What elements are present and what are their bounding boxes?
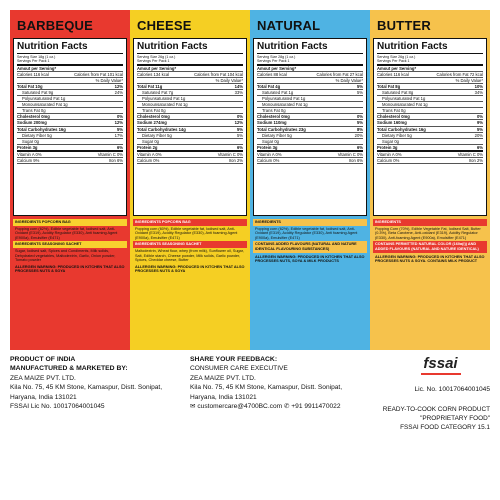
nutrient-row: Total Fat 11g 14% [137,83,243,89]
nutrient-row: Total Carbohydrates 23g 8% [257,126,363,132]
dv-header: % Daily Value* [17,78,123,84]
manufacturer-info [10,355,190,411]
nutrient-row: Dietary Fiber 5g 17% [17,133,123,139]
seasoning-heading: INGREDIENTS SEASONING SACHET [13,241,127,248]
nutrient-row: Polyunsaturated Fat 1g [377,96,483,102]
nutrient-row: Protein 2g 6% [137,145,243,152]
amount-label: Amout per Serving* [137,66,243,72]
fssai-logo [418,355,463,385]
nutrient-row: Total Carbohydrates 16g 5% [377,126,483,132]
nutrient-row: Polyunsaturated Fat 1g [17,96,123,102]
facts-title: Nutrition Facts [137,41,243,54]
facts-title: Nutrition Facts [257,41,363,54]
nutrient-row: Total Carbohydrates 14g 5% [137,126,243,132]
nutrition-panels [10,10,490,350]
servings: Servings Per Pack 1 [137,59,243,65]
nutrient-row: Protein 3g 6% [257,145,363,152]
nutrient-row: Polyunsaturated Fat 1g [257,96,363,102]
company-name: ZEA MAIZE PVT. LTD. [10,374,76,382]
calories-row: Calories 88 kcal Calories from Fat 27 kcal [257,71,363,77]
fssai-logo-text: fssai [423,355,458,372]
label-footer [10,355,490,495]
company-region: Haryana, India 131021 [190,393,257,401]
nutrition-facts-box [253,38,367,216]
dv-header: % Daily Value* [377,78,483,84]
nutrition-facts-box [373,38,487,216]
panel-barbeque [10,10,130,350]
nutrient-row: Sodium 160mg 9% [377,120,483,126]
seasoning-text: Sugar, Iodised salt, Spices and Condiments, Milk solids, Dehydrated vegetables, Maltodextrin, Garlic, Onion powder, Tomato powder [15,248,116,263]
calories-row: Calories 134 kcal Calories from Fat 104 kcal [137,71,243,77]
amount-label: Amout per Serving* [257,66,363,72]
feedback-info [190,355,380,411]
ingredients-heading: INGREDIENTS POPCORN BAG [13,219,127,226]
nutrient-row: Trans Fat 0g [257,108,363,114]
nutrient-row: Trans Fat 0g [137,108,243,114]
flavor-title: BARBEQUE [17,18,93,33]
nutrient-row: Monounsaturated Fat 1g [137,102,243,108]
mineral-row: Calcium 0% Iron 2% [377,158,483,163]
nutrient-row: Trans Fat 0g [377,108,483,114]
dv-header: % Daily Value* [257,78,363,84]
mineral-row: Calcium 9% Iron 6% [17,158,123,163]
vitamin-row: Vitamin A 0% Vitamin C 0% [257,151,363,157]
flavor-title: NATURAL [257,18,321,33]
nutrient-row: Cholesterol 0mg 0% [137,114,243,120]
ingredients-text: Popping corn (62%), Edible vegetable fat, Iodised salt, Anti-Oxidant (E319), Acidity Regulator (E330), Anti foaming Agent (E900a), Emulsifier (E471) [255,226,358,240]
ingredients-text: Popping Corn (70%), Edible Vegetable Fat, Iodised Salt, Butter (0.3%), Beta Carotene, Anti-oxidant (E319), Acidity Regulator (E330), Anti-foaming Agent (E900a), Emulsifier (E471) [375,226,481,240]
contact-line[interactable]: ✉ customercare@4700BC.com ✆ +91 9911470022 [190,403,341,411]
flavor-title: BUTTER [377,18,431,33]
nutrient-row: Dietary Fiber 5g 20% [377,133,483,139]
fssai-license: FSSAI Lic No. 10017064001045 [10,403,105,411]
facts-title: Nutrition Facts [17,41,123,54]
company-region: Haryana, India 131021 [10,393,77,401]
nutrient-row: Cholesterol 0mg 0% [17,114,123,120]
ingredients-block [133,218,247,346]
allergen-warning: ALLERGEN WARNING: PRODUCED IN KITCHEN THAT ALSO PROCESSES NUTS & SOYA. CONTAINS MILK PRODUCT [375,254,485,264]
logo-underline [421,373,461,375]
nutrient-row: Dietary Fiber 5g 20% [257,133,363,139]
nutrient-row: Sugar 0g [377,139,483,145]
seasoning-text: Maltodextrin, Wheat flour, whey (from milk), Sunflower oil, Sugar, Salt, Edible starch, Cheese powder, Milk solids, Garlic powder, Spices, Cheddar cheese, Butter [135,248,244,263]
ingredients-block [253,218,367,346]
consumer-care-label: CONSUMER CARE EXECUTIVE [190,365,288,373]
nutrient-row: Sugar 0g [137,139,243,145]
amount-label: Amout per Serving* [377,66,483,72]
vitamin-row: Vitamin A 0% Vitamin C 0% [137,151,243,157]
ingredients-block [373,218,487,346]
servings: Servings Per Pack 1 [17,59,123,65]
nutrient-row: Total Fat 8g 10% [377,83,483,89]
nutrient-row: Saturated Fat 7g 33% [137,90,243,96]
panel-butter [370,10,490,350]
nutrition-facts-box [133,38,247,216]
nutrient-row: Sodium 274mg 12% [137,120,243,126]
nutrient-row: Sodium 200mg 12% [17,120,123,126]
panel-cheese [130,10,250,350]
facts-title: Nutrition Facts [377,41,483,54]
nutrient-row: Total Fat 4g 5% [257,83,363,89]
seasoning-heading: CONTAINS PERMITTED NATURAL COLOR (160a(i)) AND ADDED FLAVOURS (NATURAL AND NATURE IDENTICAL) [373,241,487,252]
nutrient-row: Saturated Fat 1g 5% [257,90,363,96]
vitamin-row: Vitamin A 0% Vitamin C 0% [377,151,483,157]
mineral-row: Calcium 0% Iron 6% [257,158,363,163]
ingredients-text: Popping corn (60%), Edible vegetable fat, Iodised salt, Anti-Oxidant (E319), Acidity Regulator (E330), Anti foaming Agent (E900a), Emulsifier (E471) [135,226,238,240]
nutrient-row: Monounsaturated Fat 1g [257,102,363,108]
nutrient-row: Sugar 0g [257,139,363,145]
nutrient-row: Monounsaturated Fat 1g [17,102,123,108]
nutrient-row: Cholesterol 0mg 0% [377,114,483,120]
calories-row: Calories 116 kcal Calories from Fat 72 kcal [377,71,483,77]
flavor-title: CHEESE [137,18,192,33]
nutrient-row: Dietary Fiber 5g 5% [137,133,243,139]
nutrition-facts-box [13,38,127,216]
nutrient-row: Sodium 110mg 5% [257,120,363,126]
seasoning-heading: INGREDIENTS SEASONING SACHET [133,241,247,248]
serving-size: Serving Size 28g (1 oz.) [257,55,296,59]
origin-label: PRODUCT OF INDIA [10,356,76,363]
calories-row: Calories 116 kcal Calories from Fat 101 kcal [17,71,123,77]
vitamin-row: Vitamin A 0% Vitamin C 0% [17,151,123,157]
ingredients-heading: INGREDIENTS [253,219,367,226]
ingredients-text: Popping corn (62%), Edible vegetable fat, Iodised salt, Anti-Oxidant (E319), Acidity Regulator (E330), Anti foaming Agent (E900a), Emulsifier (E471) [15,226,118,240]
nutrient-row: Saturated Fat 9g 24% [17,90,123,96]
serving-size: Serving Size 18g (1 oz.) [17,55,56,59]
product-type: READY-TO-COOK CORN PRODUCT [382,406,490,413]
nutrient-row: Total Fat 10g 12% [17,83,123,89]
company-address: Kila No. 75, 45 KM Stone, Kamaspur, Distt. Sonipat, [10,384,163,392]
nutrient-row: Monounsaturated Fat 1g [377,102,483,108]
nutrient-row: Trans Fat 0g [17,108,123,114]
mineral-row: Calcium 0% Iron 2% [137,158,243,163]
serving-size: Serving Size 26g (1 oz.) [377,55,416,59]
ingredients-block [13,218,127,346]
nutrient-row: Cholesterol 0mg 0% [257,114,363,120]
allergen-warning: ALLERGEN WARNING: PRODUCED IN KITCHEN THAT ALSO PROCESSES NUTS & SOYA [135,264,245,274]
ingredients-heading: INGREDIENTS [373,219,487,226]
nutrient-row: Saturated Fat 8g 34% [377,90,483,96]
seasoning-heading: CONTAINS ADDED FLAVOURS (NATURAL AND NATURE IDENTICAL FLAVOURING SUBSTANCES) [253,241,367,252]
company-name: ZEA MAIZE PVT. LTD. [190,374,256,382]
license-number: Lic. No. 10017064001045 [414,386,490,393]
allergen-warning: ALLERGEN WARNING: PRODUCED IN KITCHEN THAT ALSO PROCESSES NUTS, SOYA & MILK PRODUCTS [255,254,365,264]
nutrient-row: Total Carbohydrates 16g 5% [17,126,123,132]
company-address: Kila No. 75, 45 KM Stone, Kamaspur, Distt. Sonipat, [190,384,343,392]
nutrient-row: Protein 3g 6% [377,145,483,152]
nutrient-row: Protein 3g 6% [17,145,123,152]
nutrient-row: Polyunsaturated Fat 1g [137,96,243,102]
allergen-warning: ALLERGEN WARNING: PRODUCED IN KITCHEN THAT ALSO PROCESSES NUTS & SOYA [15,264,125,274]
serving-size: Serving Size 26g (1 oz.) [137,55,176,59]
panel-natural [250,10,370,350]
product-category-label: "PROPRIETARY FOOD" [420,415,490,422]
servings: Servings Per Pack 1 [377,59,483,65]
servings: Servings Per Pack 1 [257,59,363,65]
dv-header: % Daily Value* [137,78,243,84]
ingredients-heading: INGREDIENTS POPCORN BAG [133,219,247,226]
manufacturer-heading: MANUFACTURED & MARKETED BY: [10,365,128,373]
fssai-category: FSSAI FOOD CATEGORY 15.1 [400,424,490,431]
amount-label: Amout per Serving* [17,66,123,72]
feedback-heading: SHARE YOUR FEEDBACK: [190,356,278,363]
nutrient-row: Sugar 0g [17,139,123,145]
